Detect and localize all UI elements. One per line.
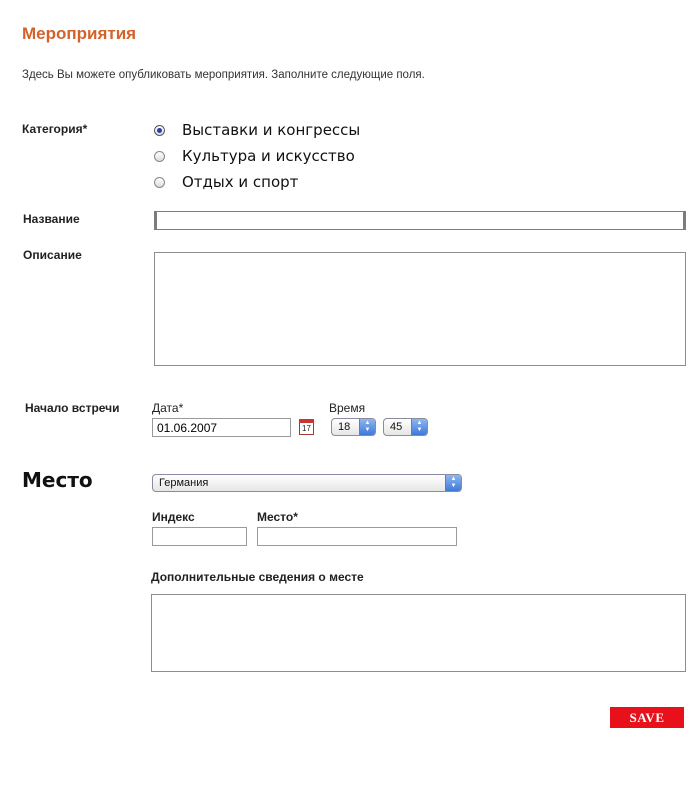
date-input[interactable]: [152, 418, 291, 437]
category-option-sport[interactable]: [154, 173, 298, 191]
select-arrows-icon: ▲ ▼: [411, 419, 427, 435]
minute-select[interactable]: [383, 418, 428, 436]
category-option-exhibitions[interactable]: [154, 121, 360, 139]
radio-label: Выставки и конгрессы: [182, 121, 361, 139]
save-button[interactable]: SAVE: [610, 707, 684, 728]
select-arrows-icon: ▲ ▼: [445, 475, 461, 491]
select-arrows-icon: ▲ ▼: [359, 419, 375, 435]
hour-value: 18: [338, 421, 351, 433]
city-input[interactable]: [257, 527, 457, 546]
country-select[interactable]: [152, 474, 462, 492]
description-label: Описание: [23, 248, 82, 262]
name-input[interactable]: [154, 211, 686, 230]
radio-button-checked[interactable]: [154, 125, 165, 136]
city-label: Место*: [257, 510, 298, 524]
page-title: Мероприятия: [22, 24, 137, 43]
time-label: Время: [329, 401, 366, 415]
extra-info-textarea[interactable]: [151, 594, 686, 672]
radio-label: Культура и искусство: [182, 147, 355, 165]
minute-value: 45: [390, 421, 403, 433]
radio-button[interactable]: [154, 177, 165, 188]
name-label: Название: [23, 212, 80, 226]
country-value: Германия: [159, 477, 209, 489]
hour-select[interactable]: [331, 418, 376, 436]
radio-button[interactable]: [154, 151, 165, 162]
start-label: Начало встречи: [25, 401, 120, 415]
category-option-culture[interactable]: [154, 147, 355, 165]
date-label: Дата*: [152, 401, 184, 415]
zip-input[interactable]: [152, 527, 247, 546]
extra-info-label: Дополнительные сведения о месте: [151, 570, 364, 584]
zip-label: Индекс: [152, 510, 195, 524]
radio-label: Отдых и спорт: [182, 173, 299, 191]
category-label: Категория*: [22, 122, 88, 136]
place-heading: Место: [22, 468, 93, 492]
intro-text: Здесь Вы можете опубликовать мероприятия. Заполните следующие поля.: [22, 69, 425, 81]
calendar-icon[interactable]: 17: [299, 419, 314, 435]
description-textarea[interactable]: [154, 252, 686, 366]
